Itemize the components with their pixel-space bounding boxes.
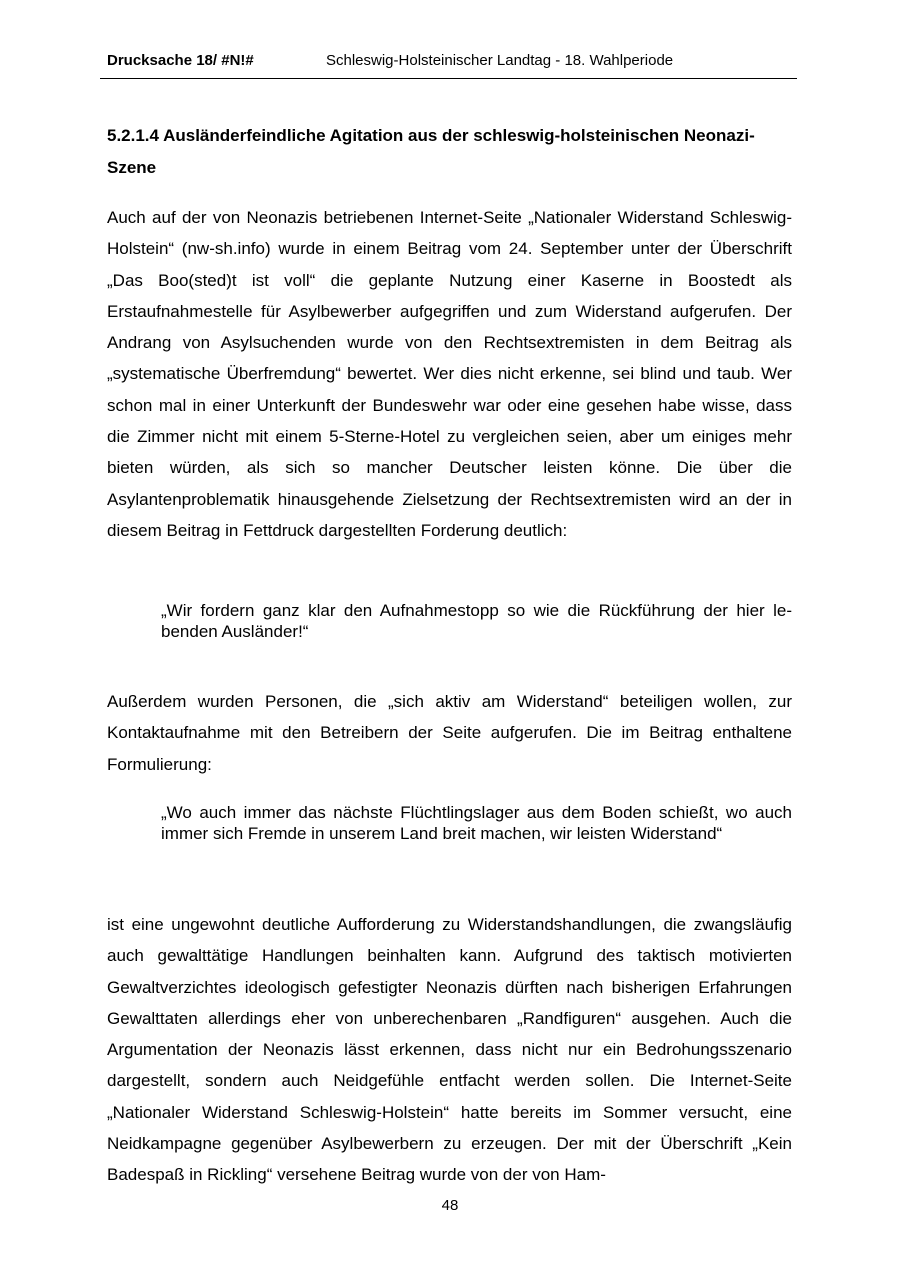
page-header (100, 50, 797, 79)
parliament-title: Schleswig-Holsteinischer Landtag - 18. Wahlperiode (326, 52, 674, 69)
section-heading: 5.2.1.4 Ausländerfeindliche Agitation aus der schleswig-holsteinischen Neonazi-Szene (107, 126, 755, 177)
quote-1: „Wir fordern ganz klar den Aufnahmestopp so wie die Rückführung der hier lebenden Ausländer!“ (161, 601, 792, 641)
body-paragraph-2: Außerdem wurden Personen, die „sich aktiv am Widerstand“ beteiligen wollen, zur Kontaktaufnahme mit den Betreibern der Seite aufgerufen. Die im Beitrag enthaltene Formulierung: (107, 692, 792, 774)
page-number: 48 (441, 1197, 459, 1214)
document-number: Drucksache 18/ #N!# (107, 52, 254, 69)
quote-2: „Wo auch immer das nächste Flüchtlingslager aus dem Boden schießt, wo auch immer sich Fremde in unserem Land breit machen, wir leisten Widerstand“ (161, 803, 792, 843)
body-paragraph-3: ist eine ungewohnt deutliche Aufforderung zu Widerstandshandlungen, die zwangsläufig auch gewalttätige Handlungen beinhalten kann. Aufgrund des taktisch motivierten Gewaltverzichtes ideologisch gefestigter Neonazis dürften nach bisherigen Erfahrungen Gewalttaten allerdings eher von unberechenbaren „Randfiguren“ ausgehen. Auch die Argumentation der Neonazis lässt erkennen, dass nicht nur ein Bedrohungsszenario dargestellt, sondern auch Neidgefühle entfacht werden sollen. Die Internet-Seite „Nationaler Widerstand Schleswig-Holstein“ hatte bereits im Sommer versucht, eine Neidkampagne gegenüber Asylbewerbern zu erzeugen. Der mit der Überschrift „Kein Badespaß in Rickling“ versehene Beitrag wurde von der von Ham- (107, 915, 792, 1185)
body-paragraph-1: Auch auf der von Neonazis betriebenen Internet-Seite „Nationaler Widerstand Schleswig-Holstein“ (nw-sh.info) wurde in einem Beitrag vom 24. September unter der Überschrift „Das Boo(sted)t ist voll“ die geplante Nutzung einer Kaserne in Boostedt als Erstaufnahmestelle für Asylbewerber aufgegriffen und zum Widerstand aufgerufen. Der Andrang von Asylsuchenden wurde von den Rechtsextremisten in dem Beitrag als „systematische Überfremdung“ bewertet. Wer dies nicht erkenne, sei blind und taub. Wer schon mal in einer Unterkunft der Bundeswehr war oder eine gesehen habe wisse, dass die Zimmer nicht mit einem 5-Sterne-Hotel zu vergleichen seien, aber um einiges mehr bieten würden, als sich so mancher Deutscher leisten könne. Die über die Asylantenproblematik hinausgehende Zielsetzung der Rechtsextremisten wird an der in diesem Beitrag in Fettdruck dargestellten Forderung deutlich: (107, 208, 792, 540)
